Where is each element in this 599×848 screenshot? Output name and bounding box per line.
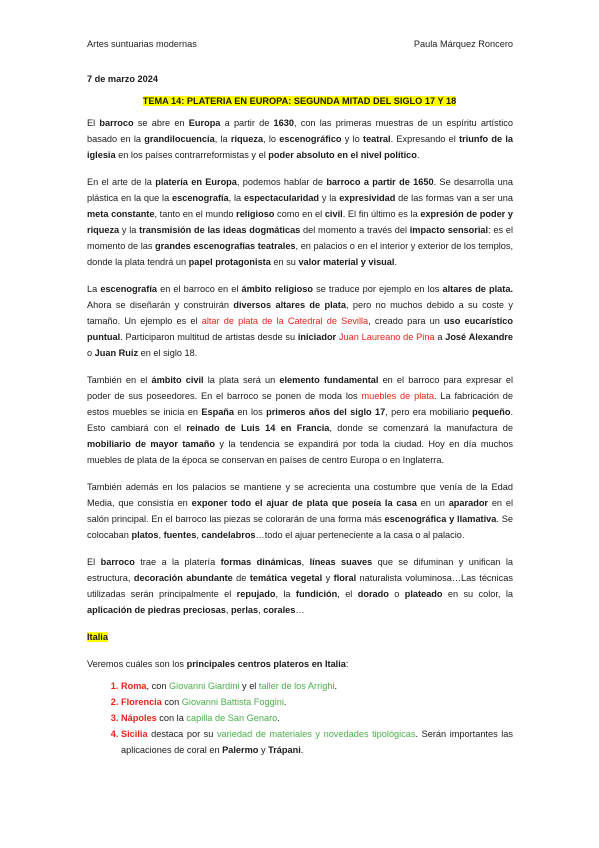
- list-item: 2. Florencia con Giovanni Battista Foggini.: [121, 694, 513, 710]
- header-course: Artes suntuarias modernas: [87, 39, 197, 49]
- paragraph: El barroco trae a la platería formas dinámicas, líneas suaves que se difuminan y unifican la estructura, decoración abundante de temática vegetal y floral naturalista voluminosa…Las técnicas utilizadas serán principalmente el repujado, la fundición, el dorado o plateado en su color, la aplicación de piedras preciosas, perlas, corales…: [87, 557, 514, 615]
- list-item: 1. Roma, con Giovanni Giardini y el taller de los Arrighi.: [121, 678, 513, 694]
- document-title: [0, 96, 599, 106]
- list-intro: Veremos cuáles son los principales centros plateros en Italia:: [87, 659, 349, 669]
- list-item: 3. Nápoles con la capilla de San Genaro.: [121, 710, 513, 726]
- list-item: 4. Sicilia destaca por su variedad de materiales y novedades tipológicas. Serán importantes las aplicaciones de coral en Palermo y Trápani.: [121, 726, 513, 758]
- section-heading: [87, 629, 513, 645]
- paragraph: También además en los palacios se mantiene y se acrecienta una costumbre que venía de la Edad Media, que consistía en exponer todo el ajuar de plata que poseía la casa en un aparador en el salón principal. En el barroco las piezas se colorarán de una forma más escenográfica y llamativa. Se colocaban platos, fuentes, candelabros…todo el ajuar perteneciente a la casa o al palacio.: [87, 482, 513, 540]
- header-author: Paula Márquez Roncero: [413, 39, 513, 49]
- title-text: TEMA 14: PLATERIA EN EUROPA: SEGUNDA MITAD DEL SIGLO 17 Y 18: [142, 96, 457, 106]
- paragraph: También en el ámbito civil la plata será un elemento fundamental en el barroco para expresar el poder de sus poseedores. En el barroco se ponen de moda los muebles de plata. La fabricación de estos muebles se inicia en España en los primeros años del siglo 17, pero era mobiliario pequeño. Esto cambiará con el reinado de Luis 14 en Francia, donde se comenzará la manufactura de mobiliario de mayor tamaño y la tendencia se expandirá por toda la ciudad. Hoy en día muchos muebles de plata de la época se conservan en países de centro Europa o en Inglaterra.: [87, 375, 514, 465]
- document-date: 7 de marzo 2024: [87, 74, 158, 84]
- paragraph: La escenografía en el barroco en el ámbito religioso se traduce por ejemplo en los altares de plata. Ahora se diseñarán y construirán diversos altares de plata, pero no muchos debido a su coste y tamaño. Un ejemplo es el altar de plata de la Catedral de Sevilla, creado para un uso eucarístico puntual. Participaron multitud de artistas desde su iniciador Juan Laureano de Pina a José Alexandre o Juan Ruiz en el siglo 18.: [87, 284, 514, 358]
- paragraph: En el arte de la platería en Europa, podemos hablar de barroco a partir de 1650. Se desarrolla una plástica en la que la escenografía, la espectacularidad y la expresividad de las formas van a ser una meta constante, tanto en el mundo religioso como en el civil. El fin último es la expresión de poder y riqueza y la transmisión de las ideas dogmáticas del momento a través del impacto sensorial: es el momento de las grandes escenografías teatrales, en palacios o en el interior y exterior de los templos, donde la plata tendrá un papel protagonista en su valor material y visual.: [87, 177, 513, 267]
- section-heading-text: Italia: [87, 632, 108, 642]
- city-list: [87, 678, 513, 758]
- document-body: [87, 115, 513, 758]
- paragraph: El barroco se abre en Europa a partir de 1630, con las primeras muestras de un espíritu artístico basado en la grandilocuencia, la riqueza, lo escenográfico y lo teatral. Expresando el triunfo de la iglesia en los países contrarreformistas y el poder absoluto en el nivel político.: [87, 118, 514, 160]
